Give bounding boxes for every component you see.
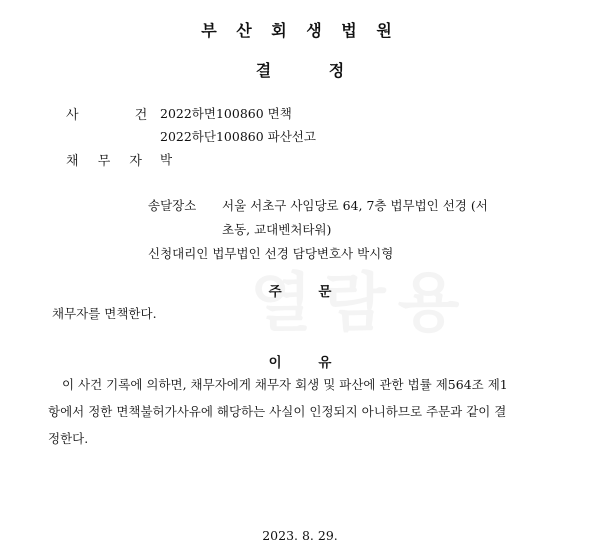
debtor-label-char-3: 자 bbox=[129, 154, 142, 169]
service-address-label: 송달장소 bbox=[148, 198, 197, 213]
attorney-line: 신청대리인 법무법인 선경 담당변호사 박시형 bbox=[148, 246, 394, 261]
reason-line-2: 항에서 정한 면책불허가사유에 해당하는 사실이 인정되지 아니하므로 주문과 같이 결 bbox=[48, 404, 507, 419]
debtor-label-char-2: 무 bbox=[97, 154, 111, 169]
debtor-name: 박 bbox=[160, 152, 173, 167]
case-label bbox=[66, 104, 147, 123]
reason-line-1: 이 사건 기록에 의하면, 채무자에게 채무자 회생 및 파산에 관한 법률 제564조 제1 bbox=[62, 377, 508, 392]
order-heading: 주 문 bbox=[268, 284, 332, 300]
reason-heading: 이 유 bbox=[268, 355, 332, 371]
case-number-1: 2022하면100860 면책 bbox=[160, 106, 292, 121]
debtor-label-char-1: 채 bbox=[66, 154, 79, 169]
case-label-char-1: 사 bbox=[66, 108, 79, 123]
service-address-line-2: 초동, 교대벤처타워) bbox=[222, 222, 332, 237]
reason-paragraph bbox=[48, 371, 548, 452]
document-type-title: 결 정 bbox=[255, 61, 345, 80]
debtor-label bbox=[66, 150, 142, 169]
reason-line-3: 정한다. bbox=[48, 431, 89, 446]
case-label-char-2: 건 bbox=[134, 108, 148, 123]
court-name: 부 산 회 생 법 원 bbox=[201, 21, 399, 40]
case-number-2: 2022하단100860 파산선고 bbox=[160, 129, 316, 144]
decision-date: 2023. 8. 29. bbox=[262, 528, 338, 543]
order-text: 채무자를 면책한다. bbox=[52, 306, 157, 321]
service-address-line-1: 서울 서초구 사임당로 64, 7층 법무법인 선경 (서 bbox=[222, 198, 488, 213]
